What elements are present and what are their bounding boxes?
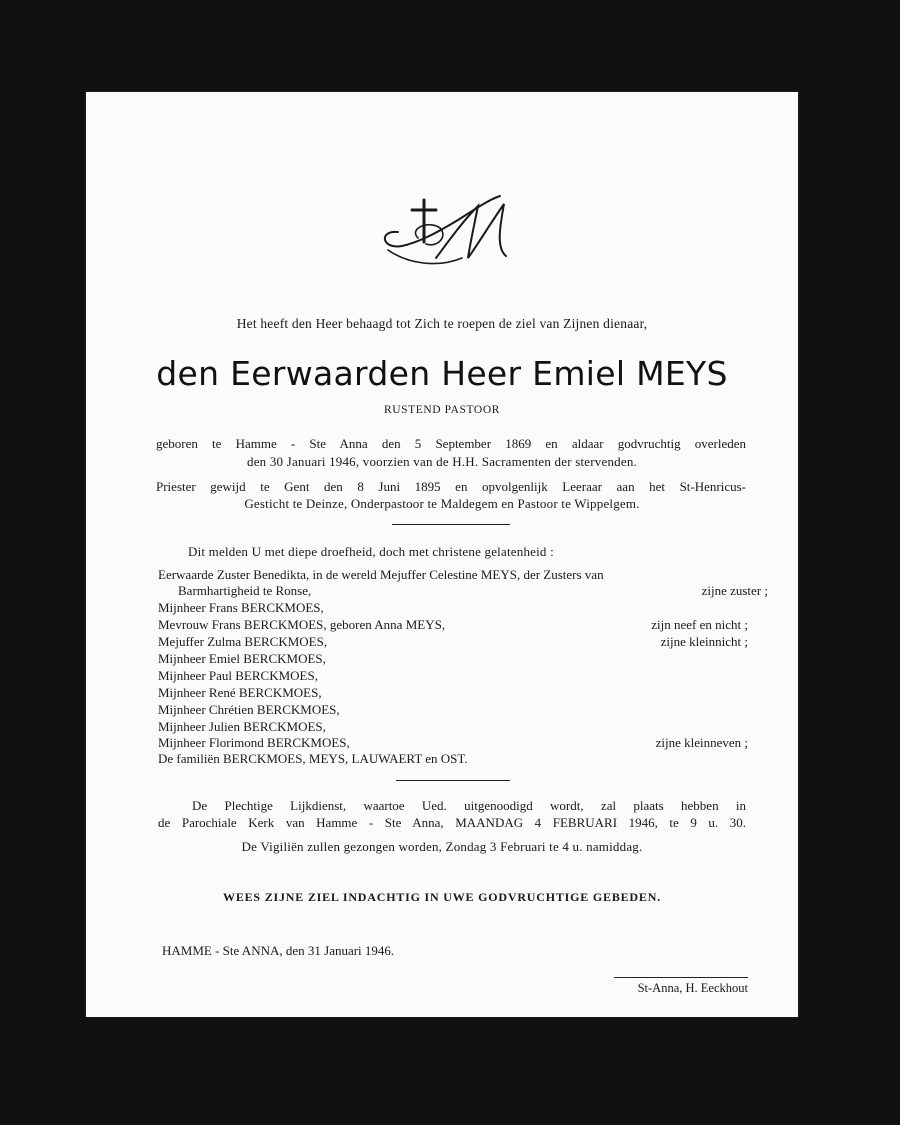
relative-name: Eerwaarde Zuster Benedikta, in de wereld Mejuffer Celestine MEYS, der Zusters van bbox=[158, 567, 604, 582]
priest-line-1: Priester gewijd te Gent den 8 Juni 1895 en opvolgenlijk Leeraar aan het St-Henricus- bbox=[156, 479, 746, 494]
birth-line-1: geboren te Hamme - Ste Anna den 5 September 1869 en aldaar godvruchtig overleden bbox=[156, 436, 746, 451]
relative-relation: zijne zuster ; bbox=[701, 583, 768, 598]
announcement-text: Dit melden U met diepe droefheid, doch met christene gelatenheid : bbox=[188, 544, 554, 559]
service-line-2: de Parochiale Kerk van Hamme - Ste Anna, MAANDAG 4 FEBRUARI 1946, te 9 u. 30. bbox=[158, 815, 746, 830]
list-item bbox=[158, 600, 748, 616]
relative-name: Barmhartigheid te Ronse, bbox=[178, 583, 312, 598]
birth-line-2: den 30 Januari 1946, voorzien van de H.H. Sacramenten der stervenden. bbox=[247, 454, 637, 469]
cross-monogram-icon bbox=[378, 192, 514, 274]
divider bbox=[392, 524, 510, 525]
list-item bbox=[158, 751, 748, 767]
divider bbox=[396, 780, 510, 781]
list-item bbox=[158, 702, 748, 718]
relative-name: Mijnheer René BERCKMOES, bbox=[158, 685, 322, 700]
list-item bbox=[158, 651, 748, 667]
relative-name: Mijnheer Emiel BERCKMOES, bbox=[158, 651, 326, 666]
relative-name: Mijnheer Frans BERCKMOES, bbox=[158, 600, 324, 615]
deceased-name: den Eerwaarden Heer Emiel MEYS bbox=[156, 354, 728, 393]
prayer-request: WEES ZIJNE ZIEL INDACHTIG IN UWE GODVRUCHTIGE GEBEDEN. bbox=[223, 890, 661, 904]
service-line-1: De Plechtige Lijkdienst, waartoe Ued. uitgenoodigd wordt, zal plaats hebben in bbox=[192, 798, 746, 813]
list-item bbox=[158, 583, 768, 599]
place-date: HAMME - Ste ANNA, den 31 Januari 1946. bbox=[162, 943, 395, 958]
priest-line-2: Gesticht te Deinze, Onderpastoor te Maldegem en Pastoor te Wippelgem. bbox=[244, 496, 640, 511]
relative-name: Mijnheer Florimond BERCKMOES, bbox=[158, 735, 350, 750]
list-item bbox=[158, 567, 748, 583]
death-notice-card bbox=[86, 92, 798, 1017]
relative-name: Mejuffer Zulma BERCKMOES, bbox=[158, 634, 328, 649]
relative-relation: zijne kleinneven ; bbox=[655, 735, 748, 750]
relative-name: Mevrouw Frans BERCKMOES, geboren Anna MEYS, bbox=[158, 617, 446, 632]
list-item bbox=[158, 617, 748, 633]
list-item bbox=[158, 685, 748, 701]
relative-relation: zijne kleinnicht ; bbox=[660, 634, 748, 649]
printer-rule bbox=[614, 977, 748, 978]
list-item bbox=[158, 735, 748, 751]
intro-text: Het heeft den Heer behaagd tot Zich te roepen de ziel van Zijnen dienaar, bbox=[236, 316, 648, 331]
relative-relation: zijn neef en nicht ; bbox=[651, 617, 748, 632]
relative-name: Mijnheer Paul BERCKMOES, bbox=[158, 668, 318, 683]
list-item bbox=[158, 719, 748, 735]
relative-name: De familiën BERCKMOES, MEYS, LAUWAERT en OST. bbox=[158, 751, 468, 766]
relative-name: Mijnheer Chrétien BERCKMOES, bbox=[158, 702, 340, 717]
vigil-text: De Vigiliën zullen gezongen worden, Zondag 3 Februari te 4 u. namiddag. bbox=[241, 839, 643, 854]
list-item bbox=[158, 634, 748, 650]
list-item bbox=[158, 668, 748, 684]
printer-credit: St-Anna, H. Eeckhout bbox=[637, 981, 748, 995]
deceased-title: RUSTEND PASTOOR bbox=[383, 404, 501, 416]
relative-name: Mijnheer Julien BERCKMOES, bbox=[158, 719, 326, 734]
